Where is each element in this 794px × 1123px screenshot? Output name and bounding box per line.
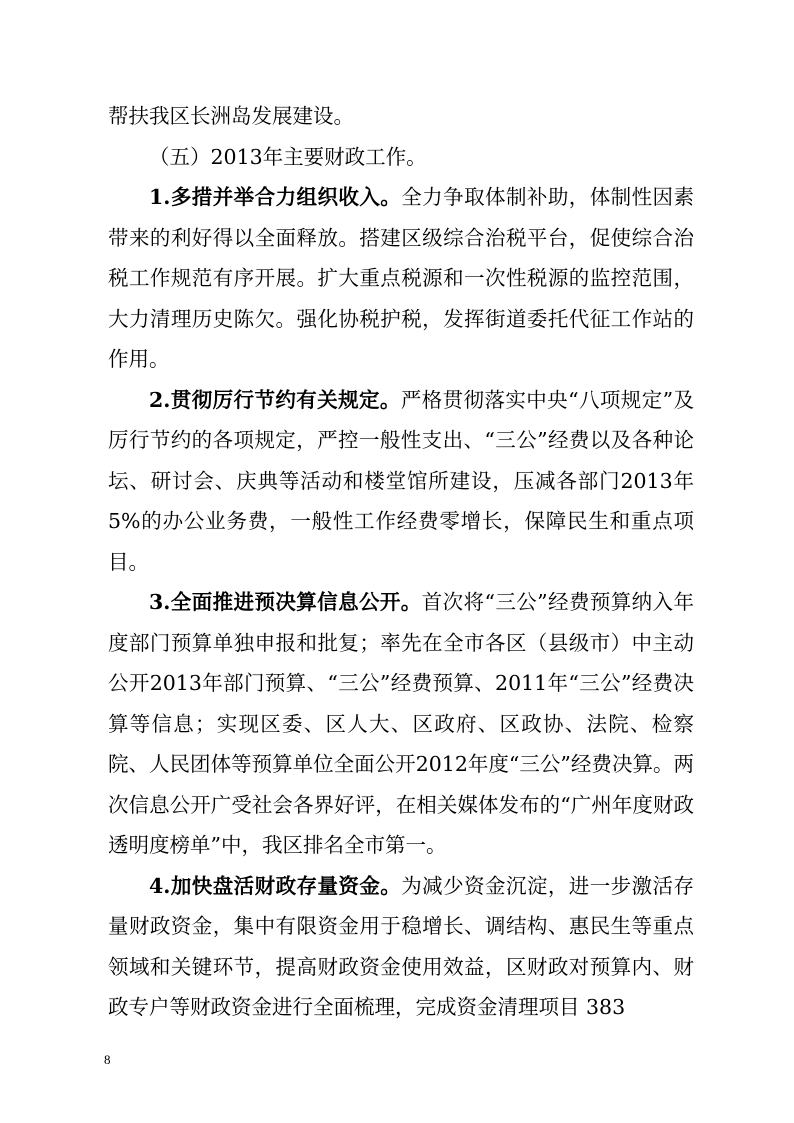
item-body: 严格贯彻落实中央“八项规定”及厉行节约的各项规定，严控一般性支出、“三公”经费以及各种论坛、研讨会、庆典等活动和楼堂馆所建设，压减各部门2013年5%的办公业务费，一般性工作经费零增长，保障民生和重点项目。 — [108, 387, 694, 574]
item-body: 为减少资金沉淀，进一步激活存量财政资金，集中有限资金用于稳增长、调结构、惠民生等重点领域和关键环节，提高财政资金使用效益，区财政对预算内、财政专户等财政资金进行全面梳理，完成资金清理项目 383 — [108, 873, 695, 1019]
item-title: 2.贯彻厉行节约有关规定。 — [149, 387, 401, 412]
item-paragraph-2 — [108, 380, 694, 583]
intro-paragraph: 帮扶我区长洲岛发展建设。 — [108, 104, 354, 128]
item-paragraph-3 — [108, 582, 694, 866]
item-paragraph-4 — [108, 866, 694, 1028]
item-title: 4.加快盘活财政存量资金。 — [149, 873, 402, 898]
section-heading: （五）2013年主要财政工作。 — [149, 144, 427, 169]
item-body: 首次将“三公”经费预算纳入年度部门预算单独申报和批复；率先在全市各区（县级市）中主动公开2013年部门预算、“三公”经费预算、2011年“三公”经费决算等信息；实现区委、区人大、区政府、区政协、法院、检察院、人民团体等预算单位全面公开2012年度“三公”经费决算。两次信息公开广受社会各界好评，在相关媒体发布的“广州年度财政透明度榜单”中，我区排名全市第一。 — [108, 590, 694, 857]
item-title: 1.多措并举合力组织收入。 — [149, 185, 402, 209]
item-title: 3.全面推进预决算信息公开。 — [149, 590, 422, 614]
item-paragraph-1 — [108, 177, 694, 380]
page-number: 8 — [104, 1052, 111, 1067]
document-body — [108, 96, 694, 1028]
item-body: 全力争取体制补助，体制性因素带来的利好得以全面释放。搭建区级综合治税平台，促使综合治税工作规范有序开展。扩大重点税源和一次性税源的监控范围，大力清理历史陈欠。强化协税护税，发挥街道委托代征工作站的作用。 — [108, 185, 695, 371]
